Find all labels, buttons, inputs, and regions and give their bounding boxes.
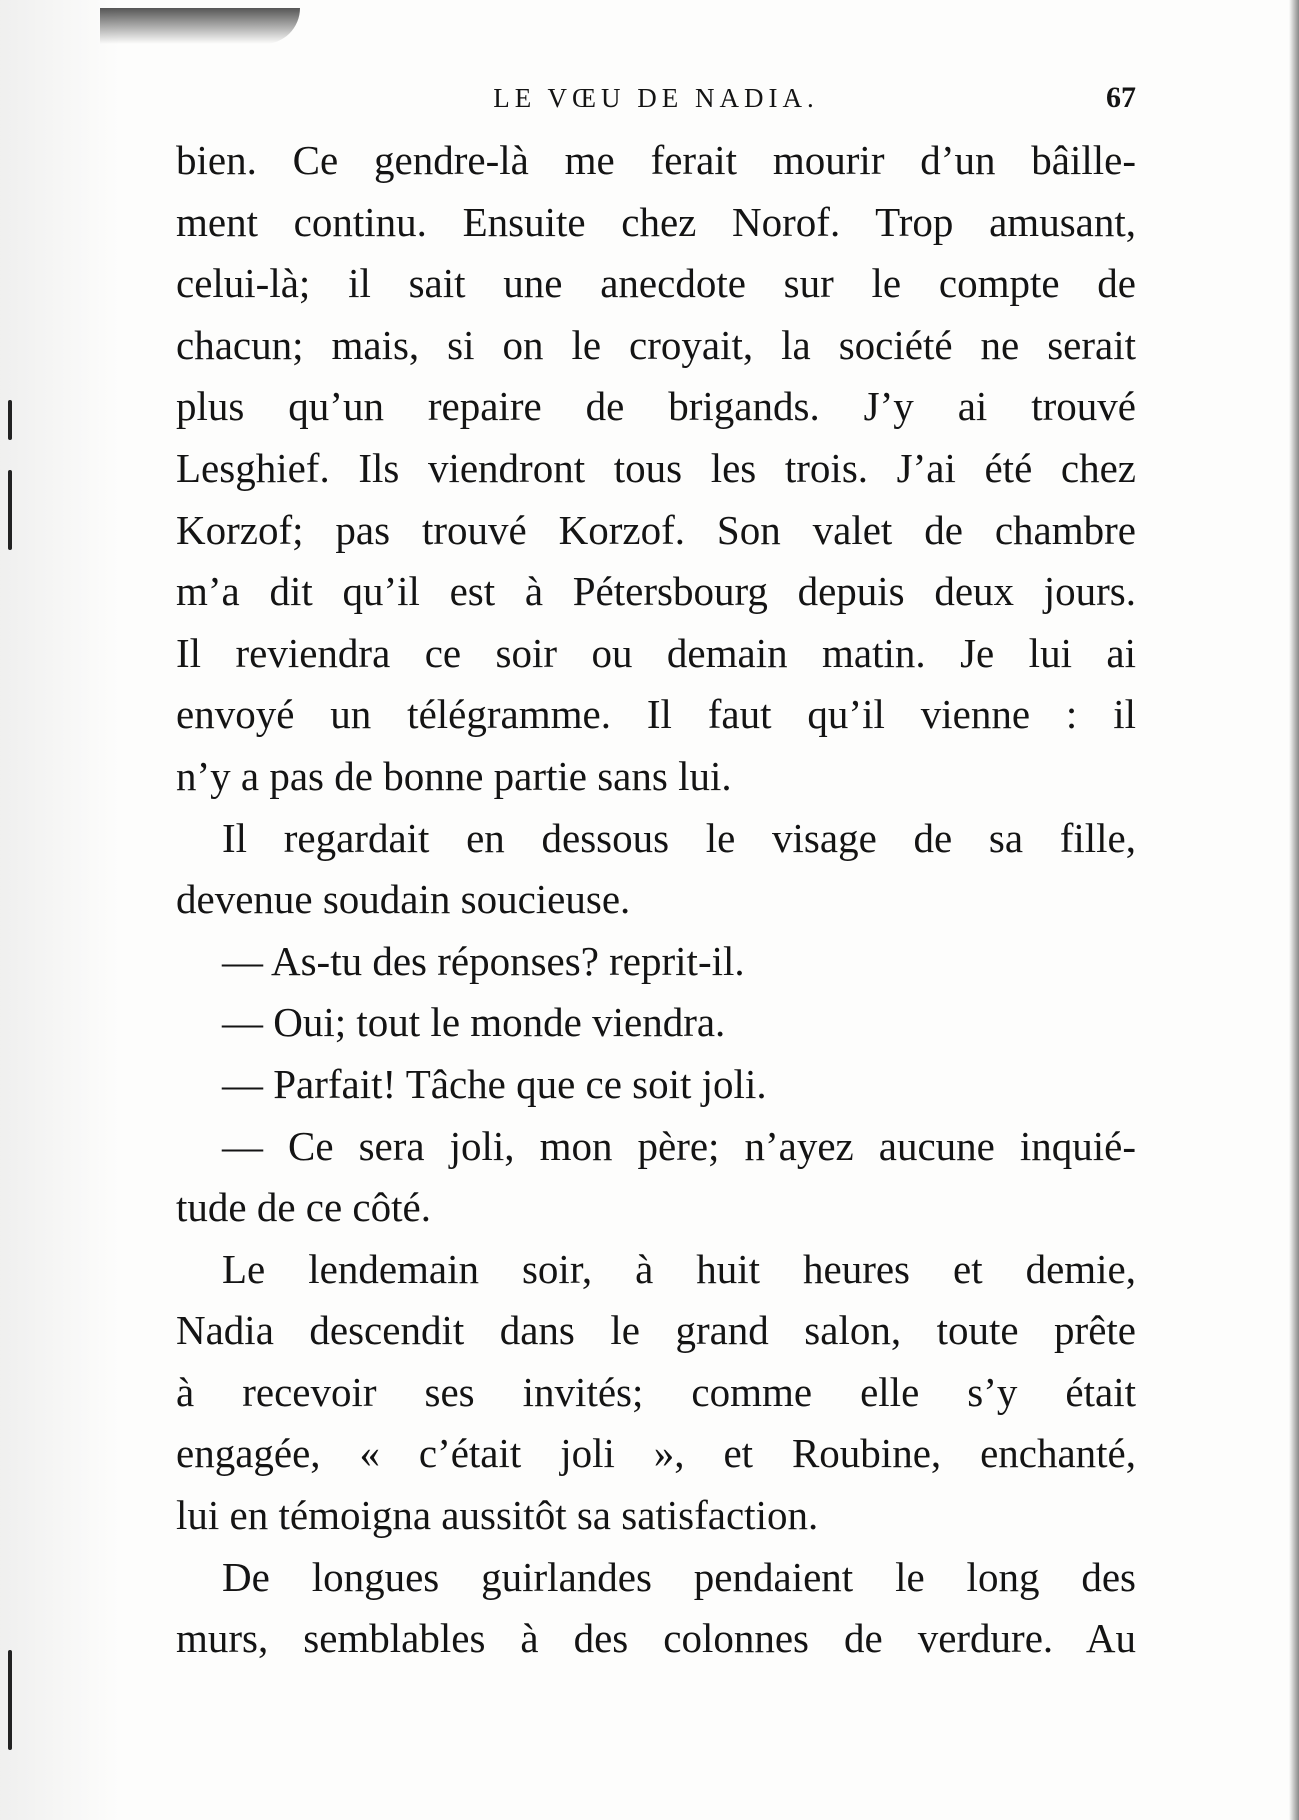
text-line: envoyé un télégramme. Il faut qu’il vienne : il [176,691,1136,738]
page-number: 67 [1106,81,1136,114]
scan-smudge-top [100,8,300,44]
body-text [176,130,1136,1670]
text-line: engagée, « c’était joli », et Roubine, enchanté, [176,1430,1136,1477]
text-line: celui-là; il sait une anecdote sur le compte de [176,260,1136,307]
text-line: m’a dit qu’il est à Pétersbourg depuis deux jours. [176,568,1136,615]
text-line: ment continu. Ensuite chez Norof. Trop amusant, [176,198,1136,245]
text-line: bien. Ce gendre-là me ferait mourir d’un bâille- [176,137,1136,183]
text-line: De longues guirlandes pendaient le long des [222,1553,1136,1600]
text-line: chacun; mais, si on le croyait, la société ne serait [176,321,1136,368]
dialogue-line: — As-tu des réponses? reprit-il. [222,937,745,984]
text-line: n’y a pas de bonne partie sans lui. [176,752,732,799]
scan-edge-mark [8,470,12,550]
text-line: plus qu’un repaire de brigands. J’y ai trouvé [176,383,1136,430]
text-line: murs, semblables à des colonnes de verdure. Au [176,1615,1136,1662]
text-line: Korzof; pas trouvé Korzof. Son valet de chambre [176,506,1136,553]
running-title: LE VŒU DE NADIA. [493,83,819,113]
scan-shadow-right [1289,0,1299,1820]
scan-shadow-left [0,0,150,1820]
text-line: devenue soudain soucieuse. [176,876,631,923]
text-line: lui en témoigna aussitôt sa satisfaction. [176,1492,819,1539]
text-line: Le lendemain soir, à huit heures et demie, [222,1245,1136,1292]
dialogue-line: — Parfait! Tâche que ce soit joli. [222,1060,767,1107]
text-line: Il regardait en dessous le visage de sa fille, [222,814,1136,861]
scan-edge-mark [8,400,12,440]
text-line: Lesghief. Ils viendront tous les trois. J’ai été chez [176,444,1136,491]
dialogue-line: — Ce sera joli, mon père; n’ayez aucune inquié- [222,1122,1136,1169]
text-line: tude de ce côté. [176,1184,431,1231]
text-line: à recevoir ses invités; comme elle s’y était [176,1368,1136,1415]
dialogue-line: — Oui; tout le monde viendra. [222,999,726,1046]
running-header [176,78,1136,118]
scan-edge-mark [8,1650,12,1750]
text-line: Nadia descendit dans le grand salon, toute prête [176,1307,1136,1354]
text-line: Il reviendra ce soir ou demain matin. Je lui ai [176,629,1136,676]
